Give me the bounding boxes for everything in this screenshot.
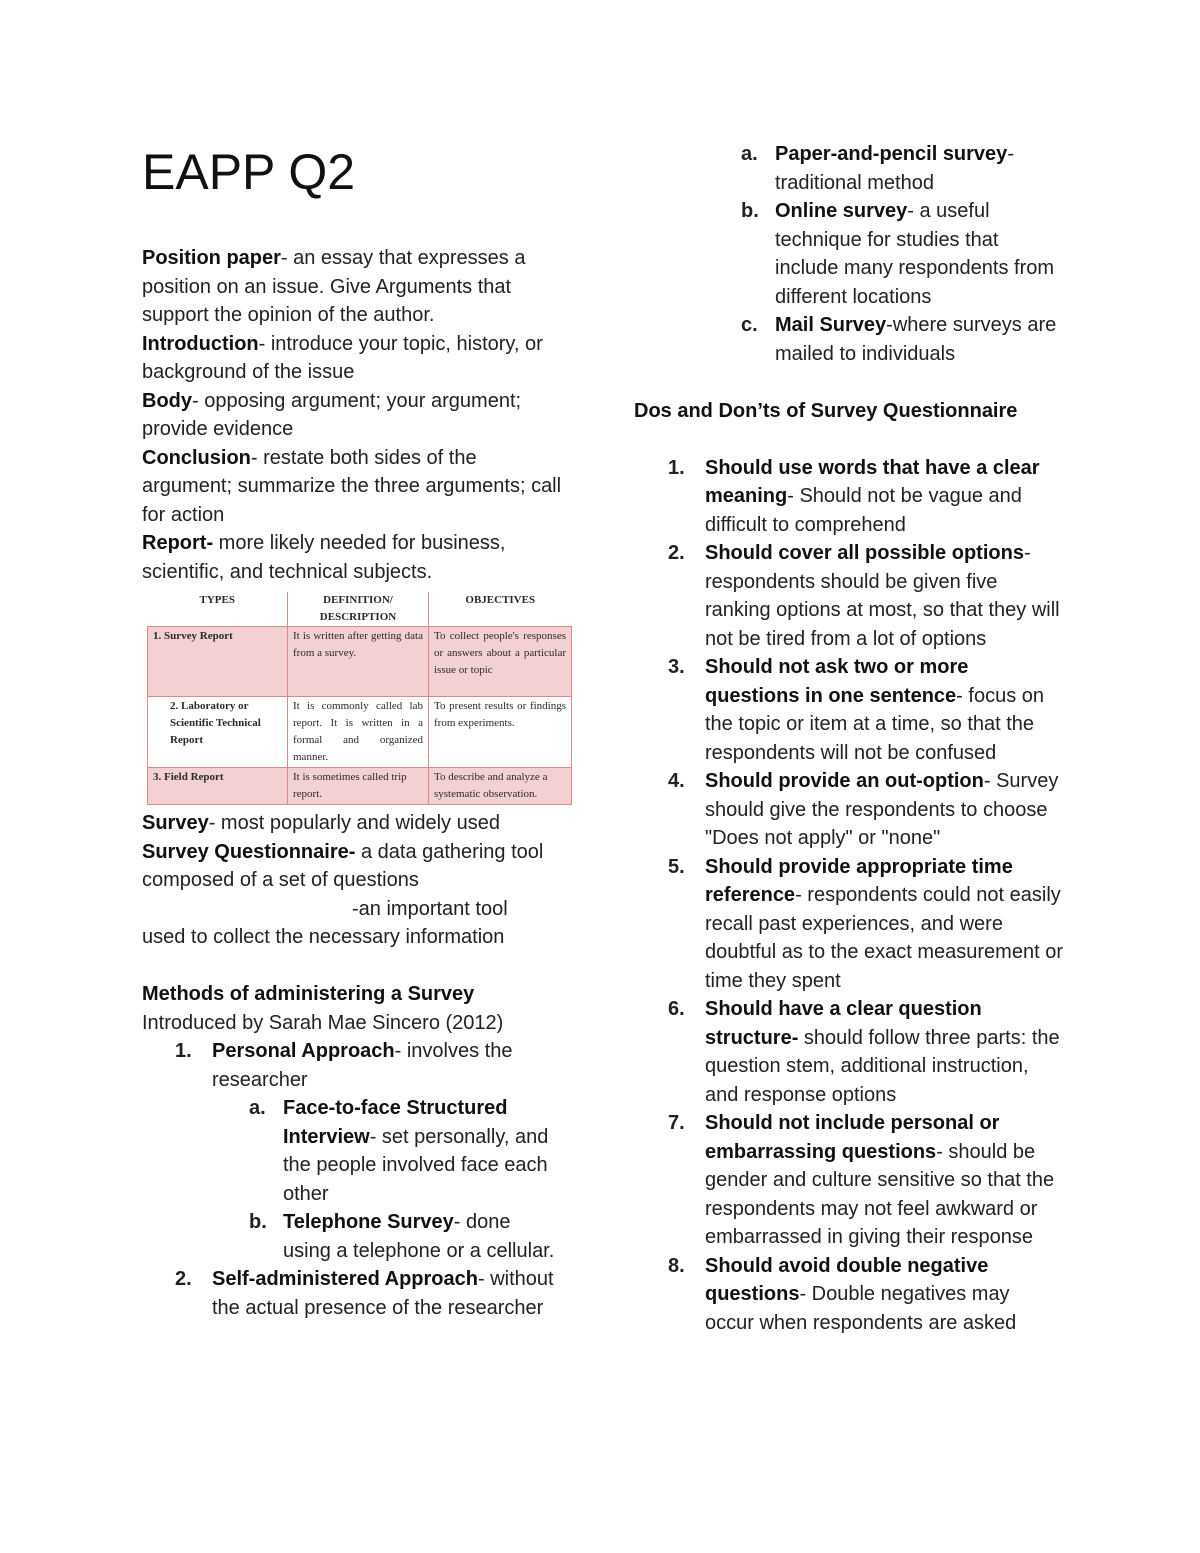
survey-questionnaire-text: a data gathering tool composed of a set of questions: [142, 840, 544, 891]
table-cell-definition: It is written after getting data from a survey.: [288, 627, 429, 697]
list-item: [175, 1037, 562, 1265]
dos-text: - Survey should give the respondents to choose "Does not apply" or "none": [705, 770, 1059, 849]
dos-term: Should provide an out-option: [705, 770, 984, 792]
sub-term: Paper-and-pencil survey: [775, 143, 1008, 165]
document-title: EAPP Q2: [142, 144, 356, 200]
table-cell-type: 1. Survey Report: [148, 627, 288, 697]
dos-term: Should provide appropriate time reference: [705, 855, 1013, 906]
method-text: - without the actual presence of the researcher: [212, 1268, 554, 1319]
dos-text: - should be gender and culture sensitive so that the respondents may not feel awkward or embarrassed in giving their response: [705, 1140, 1055, 1248]
table-cell-type: 3. Field Report: [148, 768, 288, 805]
list-marker: a.: [249, 1097, 266, 1119]
position-paper-definition: [142, 244, 562, 330]
table-row: [148, 627, 572, 697]
dos-term: Should have a clear question structure-: [705, 998, 982, 1049]
table-row: [148, 768, 572, 805]
list-marker: 1.: [668, 456, 685, 479]
sub-term: Face-to-face Structured Interview: [283, 1097, 508, 1148]
list-item: [741, 311, 1064, 368]
introduction-term: Introduction: [142, 332, 259, 355]
list-item: [668, 539, 1064, 653]
list-item: [668, 454, 1064, 540]
list-marker: 2.: [668, 542, 685, 564]
sub-list: [249, 1094, 562, 1265]
sub-term: Online survey: [775, 200, 908, 222]
table-header-row: [148, 592, 572, 627]
list-marker: 6.: [668, 998, 685, 1020]
list-marker: a.: [741, 143, 758, 165]
list-marker: b.: [249, 1211, 267, 1233]
list-item: [668, 767, 1064, 853]
dos-term: Should avoid double negative questions: [705, 1254, 989, 1305]
body-definition: [142, 387, 562, 444]
methods-intro: Introduced by Sarah Mae Sincero (2012): [142, 1011, 504, 1034]
list-marker: 7.: [668, 1112, 685, 1134]
list-marker: 2.: [175, 1268, 192, 1290]
methods-heading: Methods of administering a Survey: [142, 983, 475, 1005]
list-marker: 1.: [175, 1040, 192, 1062]
report-types-table: [147, 592, 572, 805]
survey-text: - most popularly and widely used: [208, 812, 500, 834]
dos-list: [668, 454, 1064, 1338]
sub-text: - traditional method: [775, 143, 1014, 194]
position-paper-term: Position paper: [142, 247, 281, 269]
list-marker: 3.: [668, 656, 685, 678]
table-cell-definition: It is commonly called lab report. It is written in a formal and organized manner.: [288, 697, 429, 768]
list-item: [668, 853, 1064, 996]
dos-heading: Dos and Don’ts of Survey Questionnaire: [634, 399, 1018, 422]
conclusion-term: Conclusion: [142, 446, 251, 469]
self-administered-sub-list: [741, 140, 1064, 368]
table-header-types: TYPES: [148, 592, 288, 627]
dos-term: Should cover all possible options: [705, 542, 1024, 564]
report-definition: [142, 529, 562, 586]
survey-questionnaire-definition: [142, 838, 562, 895]
list-item: [741, 140, 1064, 197]
list-item: [249, 1094, 562, 1208]
introduction-definition: [142, 330, 562, 387]
dos-text: should follow three parts: the question stem, additional instruction, and response options: [705, 1026, 1060, 1106]
table-cell-objective: To present results or findings from experiments.: [429, 697, 572, 768]
survey-questionnaire-term: Survey Questionnaire-: [142, 840, 356, 863]
survey-definition: [142, 809, 562, 838]
sub-term: Telephone Survey: [283, 1211, 454, 1233]
sub-text: - set personally, and the people involved face each other: [283, 1125, 549, 1205]
table-row: [148, 697, 572, 768]
right-column: [634, 140, 1064, 1337]
list-marker: 4.: [668, 770, 685, 792]
report-term: Report-: [142, 532, 214, 554]
sub-term: Mail Survey: [775, 314, 887, 336]
list-item: [741, 197, 1064, 311]
left-column: [142, 140, 566, 1322]
dos-text: - respondents could not easily recall past experiences, and were doubtful as to the exact measurement or time they spent: [705, 884, 1063, 992]
dos-term: Should not include personal or embarrassing questions: [705, 1112, 1000, 1163]
list-marker: 8.: [668, 1254, 685, 1277]
list-marker: 5.: [668, 855, 685, 878]
report-text: more likely needed for business, scientific, and technical subjects.: [142, 532, 506, 583]
method-term: Self-administered Approach: [212, 1268, 478, 1290]
list-marker: c.: [741, 314, 758, 336]
body-text: - opposing argument; your argument; provide evidence: [142, 389, 522, 440]
dos-text: - Should not be vague and difficult to comprehend: [705, 485, 1022, 536]
table-cell-objective: To collect people's responses or answers about a particular issue or topic: [429, 627, 572, 697]
list-item: [668, 995, 1064, 1109]
table-cell-type: 2. Laboratory or Scientific Technical Report: [148, 697, 288, 768]
list-item: [668, 1109, 1064, 1252]
list-marker: b.: [741, 200, 759, 222]
dos-text: - Double negatives may occur when respondents are asked: [705, 1283, 1017, 1334]
list-item: [175, 1265, 562, 1322]
sub-text: - a useful technique for studies that include many respondents from different locations: [775, 200, 1055, 308]
method-text: - involves the researcher: [212, 1040, 513, 1091]
list-item: [668, 653, 1064, 767]
survey-questionnaire-extra: -an important tool: [352, 897, 508, 920]
dos-text: - respondents should be given five ranking options at most, so that they will not be tired from a lot of options: [705, 542, 1060, 650]
introduction-text: - introduce your topic, history, or background of the issue: [142, 332, 543, 383]
table-header-definition: DEFINITION/ DESCRIPTION: [288, 592, 429, 627]
survey-questionnaire-extra2: used to collect the necessary information: [142, 926, 505, 948]
methods-list: [175, 1037, 562, 1322]
dos-term: Should use words that have a clear meaning: [705, 456, 1040, 507]
sub-text: -where surveys are mailed to individuals: [775, 314, 1057, 365]
conclusion-definition: [142, 444, 562, 530]
list-item: [668, 1252, 1064, 1338]
table-cell-definition: It is sometimes called trip report.: [288, 768, 429, 805]
conclusion-text: - restate both sides of the argument; summarize the three arguments; call for action: [142, 446, 562, 526]
position-paper-text: - an essay that expresses a position on an issue. Give Arguments that support the opinion of the author.: [142, 247, 526, 326]
body-term: Body: [142, 389, 192, 412]
dos-term: Should not ask two or more questions in one sentence: [705, 656, 969, 707]
dos-text: - focus on the topic or item at a time, so that the respondents will not be confused: [705, 684, 1044, 764]
table-cell-objective: To describe and analyze a systematic observation.: [429, 768, 572, 805]
survey-term: Survey: [142, 812, 209, 834]
list-item: [249, 1208, 562, 1265]
sub-text: - done using a telephone or a cellular.: [283, 1211, 555, 1262]
table-header-objectives: OBJECTIVES: [429, 592, 572, 627]
method-term: Personal Approach: [212, 1040, 395, 1062]
